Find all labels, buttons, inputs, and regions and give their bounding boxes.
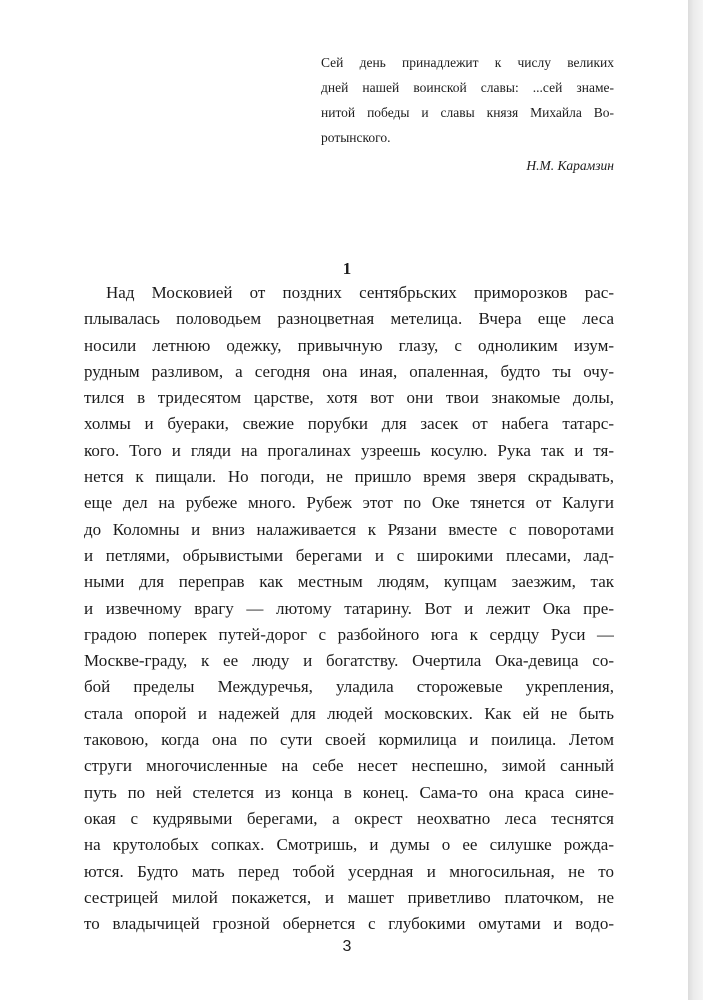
- text-line: рудным разливом, а сегодня она иная, опаленная, будто ты очу-: [84, 361, 614, 381]
- text-line: еще дел на рубеже много. Рубеж этот по Оке тянется от Калуги: [84, 493, 614, 513]
- text-line: струги многочисленные на себе несет неспешно, зимой санный: [84, 756, 614, 776]
- text-line: и извечному врагу — лютому татарину. Вот и лежит Ока пре-: [84, 598, 614, 618]
- text-line: Москве-граду, к ее люду и богатству. Очертила Ока-девица со-: [84, 651, 614, 671]
- text-line: носили летнюю одежку, привычную глазу, с одноликим изум-: [84, 335, 614, 355]
- epigraph: [321, 50, 614, 177]
- epigraph-author: Н.М. Карамзин: [526, 158, 614, 173]
- body-text: [84, 280, 614, 937]
- epigraph-line: нитой победы и славы князя Михайла Во-: [321, 105, 614, 120]
- text-line: холмы и буераки, свежие порубки для засек от набега татарс-: [84, 414, 614, 434]
- text-line: и петлями, обрывистыми берегами и с широкими плесами, лад-: [84, 545, 614, 565]
- text-line: Над Московией от поздних сентябрьских приморозков рас-: [106, 283, 614, 302]
- text-line: путь по ней стелется из конца в конец. Сама-то она краса сине-: [84, 782, 614, 802]
- text-line: плывалась половодьем разноцветная метелица. Вчера еще леса: [84, 309, 614, 329]
- chapter-number: 1: [342, 259, 352, 278]
- text-line: сестрицей милой покажется, и машет приветливо платочком, не: [84, 887, 614, 907]
- text-line: кого. Того и гляди на прогалинах узреешь косулю. Рука так и тя-: [84, 440, 614, 460]
- text-line: то владычицей грозной обернется с глубокими омутами и водо-: [84, 914, 614, 934]
- epigraph-line: Сей день принадлежит к числу великих: [321, 55, 614, 70]
- text-line: нется к пищали. Но погоди, не пришло время зверя скрадывать,: [84, 467, 614, 487]
- epigraph-line: ротынского.: [321, 130, 391, 145]
- text-line: до Коломны и вниз налаживается к Рязани вместе с поворотами: [84, 519, 614, 539]
- text-line: бой пределы Междуречья, уладила сторожевые укрепления,: [84, 677, 614, 697]
- text-line: таковою, когда она по сути своей кормилица и поилица. Летом: [84, 730, 614, 750]
- text-line: на крутолобых сопках. Смотришь, и думы о ее силушке рожда-: [84, 835, 614, 855]
- page-edge-shadow: [688, 0, 703, 1000]
- text-line: тился в тридесятом царстве, хотя вот они твои знакомые долы,: [84, 388, 614, 408]
- text-line: градою поперек путей-дорог с разбойного юга к сердцу Руси —: [84, 624, 614, 644]
- text-line: окая с кудрявыми берегами, а окрест неохватно леса теснятся: [84, 808, 614, 828]
- text-line: ными для переправ как местным людям, купцам заезжим, так: [84, 572, 614, 592]
- epigraph-line: дней нашей воинской славы: ...сей знаме-: [321, 80, 614, 95]
- text-line: ются. Будто мать перед тобой усердная и многосильная, не то: [84, 861, 614, 881]
- text-line: стала опорой и надежей для людей московских. Как ей не быть: [84, 703, 614, 723]
- page-number: 3: [342, 938, 352, 955]
